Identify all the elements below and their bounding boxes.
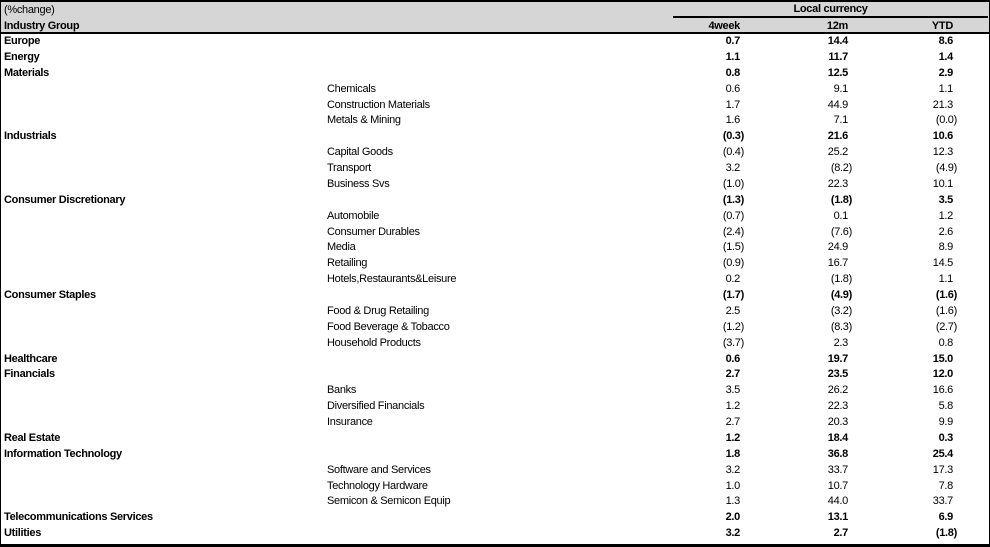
cell-4week: 2.7	[725, 368, 740, 381]
table-row	[1, 510, 989, 526]
header-row-columns	[1, 18, 989, 34]
row-label: Real Estate	[4, 431, 61, 444]
cell-12m: 21.6	[827, 130, 848, 143]
table-row	[1, 431, 989, 447]
table-row	[1, 447, 989, 463]
cell-4week: (0.4)	[722, 146, 744, 159]
row-label: Automobile	[327, 209, 380, 222]
row-label: Chemicals	[327, 82, 376, 95]
cell-ytd: 2.6	[938, 225, 953, 238]
cell-4week: (1.7)	[722, 289, 744, 301]
cell-12m: 12.5	[827, 66, 848, 79]
table-row	[1, 50, 989, 66]
row-label: Telecommunications Services	[4, 511, 153, 524]
cell-ytd: 15.0	[932, 352, 953, 365]
table-row	[1, 34, 989, 50]
table-row	[1, 415, 989, 431]
row-label: Food & Drug Retailing	[327, 304, 429, 317]
cell-ytd: 2.9	[938, 66, 953, 79]
table-header	[1, 2, 989, 34]
cell-12m: (1.8)	[830, 273, 852, 286]
table-row	[1, 288, 989, 304]
table-row	[1, 66, 989, 82]
table-row	[1, 352, 989, 368]
row-label: Banks	[327, 384, 357, 397]
cell-4week: 2.5	[725, 304, 740, 317]
table-row	[1, 399, 989, 415]
row-label: Consumer Discretionary	[4, 193, 126, 206]
table-row	[1, 161, 989, 177]
table-row	[1, 479, 989, 495]
cell-12m: 16.7	[827, 257, 848, 270]
row-label: Metals & Mining	[327, 114, 401, 127]
cell-12m: 2.3	[833, 336, 848, 349]
row-label: Insurance	[327, 416, 373, 428]
row-label: Retailing	[327, 257, 368, 270]
cell-4week: 1.2	[725, 400, 740, 413]
cell-12m: 9.1	[833, 82, 848, 95]
cell-12m: 22.3	[827, 177, 848, 190]
cell-12m: 26.2	[827, 384, 848, 397]
cell-ytd: 0.3	[938, 431, 953, 444]
row-label: Household Products	[327, 336, 421, 349]
table-row	[1, 240, 989, 256]
row-label: Transport	[327, 162, 371, 174]
cell-ytd: (1.6)	[935, 289, 957, 301]
cell-12m: 7.1	[833, 114, 848, 127]
cell-4week: 0.6	[725, 82, 740, 95]
cell-ytd: (2.7)	[935, 320, 957, 333]
pct-change-label: (%change)	[4, 4, 55, 16]
local-currency-label: Local currency	[673, 2, 988, 18]
cell-4week: 3.2	[725, 162, 740, 174]
cell-4week: 1.7	[725, 98, 740, 111]
table-row	[1, 336, 989, 352]
cell-12m: 36.8	[827, 447, 848, 460]
table-row	[1, 304, 989, 320]
cell-12m: 13.1	[827, 511, 848, 524]
cell-12m: (1.8)	[830, 193, 852, 206]
row-label: Industrials	[4, 130, 57, 143]
cell-ytd: 1.2	[938, 209, 953, 222]
cell-ytd: 1.1	[938, 273, 953, 286]
cell-12m: (8.3)	[830, 320, 852, 333]
cell-ytd: 21.3	[932, 98, 953, 111]
cell-4week: 0.2	[725, 273, 740, 286]
table-row	[1, 98, 989, 114]
table-row	[1, 225, 989, 241]
cell-4week: 2.0	[725, 511, 740, 524]
cell-12m: (8.2)	[830, 162, 852, 174]
cell-ytd: 8.9	[938, 241, 953, 254]
cell-12m: 19.7	[827, 352, 848, 365]
cell-ytd: 10.6	[932, 130, 953, 143]
row-label: Technology Hardware	[327, 479, 428, 492]
cell-4week: (2.4)	[722, 225, 744, 238]
cell-4week: 1.2	[725, 431, 740, 444]
cell-ytd: 7.8	[938, 479, 953, 492]
cell-4week: 2.7	[725, 416, 740, 428]
row-label: Healthcare	[4, 352, 58, 365]
cell-4week: 1.3	[725, 495, 740, 508]
table-row	[1, 272, 989, 288]
cell-12m: 20.3	[827, 416, 848, 428]
cell-4week: (1.3)	[722, 193, 744, 206]
cell-12m: 33.7	[827, 463, 848, 476]
row-label: Information Technology	[4, 447, 122, 460]
row-label: Diversified Financials	[327, 400, 425, 413]
column-header-ytd: YTD	[931, 20, 953, 32]
table-row	[1, 82, 989, 98]
table-row	[1, 526, 989, 542]
table-row	[1, 494, 989, 510]
cell-12m: 2.7	[833, 527, 848, 540]
cell-ytd: 5.8	[938, 400, 953, 413]
cell-4week: 1.0	[725, 479, 740, 492]
table-row	[1, 113, 989, 129]
cell-4week: 0.7	[725, 35, 740, 47]
table-row	[1, 367, 989, 383]
table-row	[1, 383, 989, 399]
cell-12m: 22.3	[827, 400, 848, 413]
cell-12m: 44.0	[827, 495, 848, 508]
cell-4week: (3.7)	[722, 336, 744, 349]
cell-4week: 1.1	[725, 50, 740, 63]
column-header-12m: 12m	[826, 20, 848, 32]
cell-12m: (4.9)	[830, 289, 852, 301]
cell-12m: 0.1	[833, 209, 848, 222]
cell-12m: 44.9	[827, 98, 848, 111]
table-row	[1, 256, 989, 272]
header-row-currency	[1, 2, 989, 18]
cell-ytd: 9.9	[938, 416, 953, 428]
cell-ytd: (4.9)	[935, 162, 957, 174]
cell-ytd: 1.1	[938, 82, 953, 95]
cell-ytd: (1.6)	[935, 304, 957, 317]
cell-ytd: 14.5	[932, 257, 953, 270]
cell-4week: 1.8	[725, 447, 740, 460]
row-label: Food Beverage & Tobacco	[327, 320, 450, 333]
cell-ytd: 3.5	[938, 193, 953, 206]
row-label: Energy	[4, 50, 40, 63]
cell-4week: (1.5)	[722, 241, 744, 254]
cell-ytd: 12.3	[932, 146, 953, 159]
cell-12m: 18.4	[827, 431, 848, 444]
row-label: Semicon & Semicon Equip	[327, 495, 451, 508]
cell-12m: (7.6)	[830, 225, 852, 238]
row-label: Capital Goods	[327, 146, 393, 159]
cell-ytd: 25.4	[932, 447, 953, 460]
row-label: Materials	[4, 66, 49, 79]
cell-4week: 3.2	[725, 463, 740, 476]
cell-ytd: 17.3	[932, 463, 953, 476]
row-label: Consumer Durables	[327, 225, 420, 238]
row-label: Consumer Staples	[4, 289, 96, 301]
table-row	[1, 177, 989, 193]
cell-4week: 0.6	[725, 352, 740, 365]
cell-ytd: 1.4	[938, 50, 953, 63]
column-header-4week: 4week	[708, 20, 740, 32]
cell-ytd: 16.6	[932, 384, 953, 397]
table-row	[1, 145, 989, 161]
cell-ytd: 33.7	[932, 495, 953, 508]
row-label: Utilities	[4, 527, 42, 540]
cell-4week: (0.9)	[722, 257, 744, 270]
industry-group-column-header: Industry Group	[4, 20, 80, 32]
cell-12m: 14.4	[827, 35, 848, 47]
table-row	[1, 320, 989, 336]
row-label: Financials	[4, 368, 55, 381]
cell-ytd: (0.0)	[935, 114, 957, 127]
row-label: Europe	[4, 35, 41, 47]
cell-12m: 10.7	[827, 479, 848, 492]
cell-4week: (0.3)	[722, 130, 744, 143]
cell-12m: (3.2)	[830, 304, 852, 317]
table-row	[1, 193, 989, 209]
cell-4week: 3.5	[725, 384, 740, 397]
row-label: Business Svs	[327, 177, 390, 190]
table-row	[1, 463, 989, 479]
table-row	[1, 129, 989, 145]
cell-4week: (1.2)	[722, 320, 744, 333]
cell-4week: 1.6	[725, 114, 740, 127]
cell-12m: 11.7	[828, 50, 848, 63]
cell-12m: 23.5	[827, 368, 848, 381]
cell-12m: 24.9	[827, 241, 848, 254]
row-label: Hotels,Restaurants&Leisure	[327, 273, 457, 286]
cell-ytd: 8.6	[938, 35, 953, 47]
cell-4week: (1.0)	[722, 177, 744, 190]
cell-4week: 3.2	[725, 527, 740, 540]
row-label: Construction Materials	[327, 98, 430, 111]
cell-4week: 0.8	[725, 66, 740, 79]
table-body	[1, 34, 989, 542]
cell-ytd: (1.8)	[935, 527, 957, 540]
table-row	[1, 209, 989, 225]
cell-ytd: 10.1	[932, 177, 953, 190]
row-label: Media	[327, 241, 356, 254]
cell-ytd: 6.9	[938, 511, 953, 524]
cell-4week: (0.7)	[722, 209, 744, 222]
cell-ytd: 12.0	[932, 368, 953, 381]
row-label: Software and Services	[327, 463, 431, 476]
cell-ytd: 0.8	[938, 336, 953, 349]
cell-12m: 25.2	[827, 146, 848, 159]
